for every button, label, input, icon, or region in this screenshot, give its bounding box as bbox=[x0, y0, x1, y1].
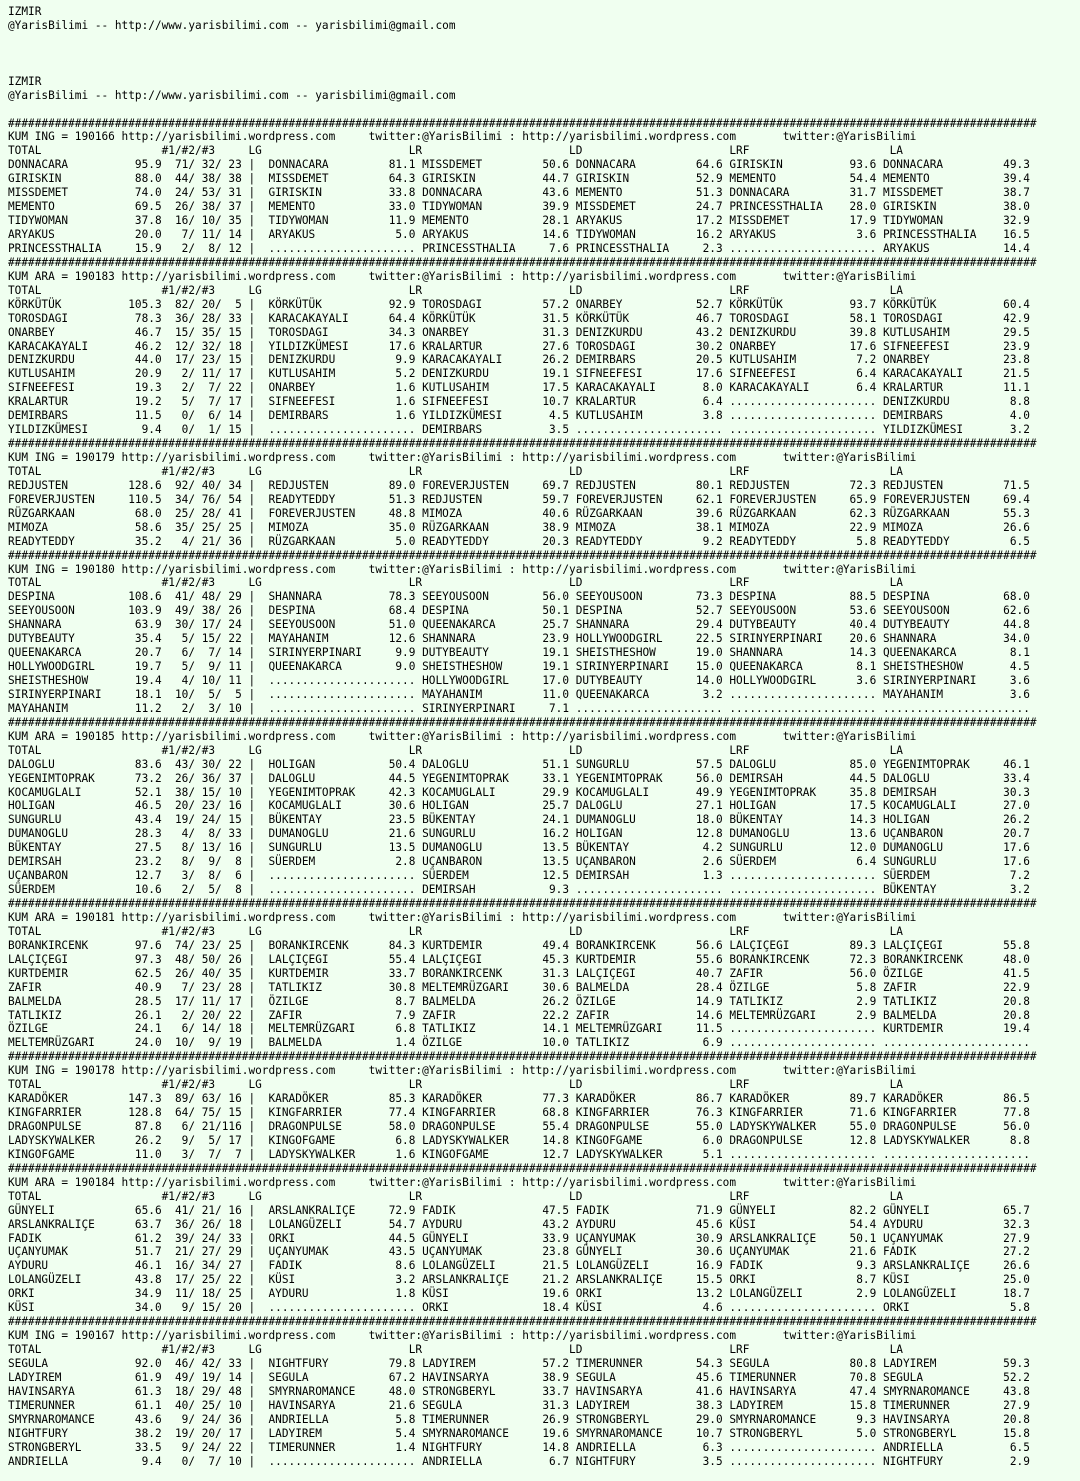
separator-line: ########################################################################################################################################################## bbox=[8, 1161, 1037, 1175]
horse-row-line: KÜSI 34.0 9/ 15/ 20 | ...................... ORKI 18.4 KÜSI 4.6 ...................... ORKI 5.8 bbox=[8, 1301, 1030, 1315]
horse-row-line: TOROSDAGI 78.3 36/ 28/ 33 | KARACAKAYALI 64.4 KÖRKÜTÜK 31.5 KÖRKÜTÜK 46.7 TOROSDAGI 58.1 TOROSDAGI 42.9 bbox=[8, 311, 1030, 325]
separator-line: ########################################################################################################################################################## bbox=[8, 548, 1037, 562]
horse-row-line: MELTEMRÜZGARI 24.0 10/ 9/ 19 | BALMELDA 1.4 ÖZILGE 10.0 TATLIKIZ 6.9 ...................... ...................... bbox=[8, 1036, 1030, 1050]
horse-row-line: SHANNARA 63.9 30/ 17/ 24 | SEEYOUSOON 51.0 QUEENAKARCA 25.7 SHANNARA 29.4 DUTYBEAUTY 40.4 DUTYBEAUTY 44.8 bbox=[8, 618, 1030, 632]
text-line: @YarisBilimi -- http://www.yarisbilimi.com -- yarisbilimi@gmail.com bbox=[8, 88, 456, 102]
horse-row-line: MEMENTO 69.5 26/ 38/ 37 | MEMENTO 33.0 TIDYWOMAN 39.9 MISSDEMET 24.7 PRINCESSTHALIA 28.0 GIRISKIN 38.0 bbox=[8, 200, 1030, 214]
race-header-line: KUM ARA = 190185 http://yarisbilimi.wordpress.com twitter:@YarisBilimi : http://yarisbilimi.wordpress.com twitter:@YarisBilimi bbox=[8, 729, 917, 743]
horse-row-line: TIMERUNNER 61.1 40/ 25/ 10 | HAVINSARYA 21.6 SEGULA 31.3 LADYIREM 38.3 LADYIREM 15.8 TIMERUNNER 27.9 bbox=[8, 1398, 1030, 1412]
horse-row-line: QUEENAKARCA 20.7 6/ 7/ 14 | SIRINYERPINARI 9.9 DUTYBEAUTY 19.1 SHEISTHESHOW 19.0 SHANNARA 14.3 QUEENAKARCA 8.1 bbox=[8, 646, 1030, 660]
horse-row-line: ORKI 34.9 11/ 18/ 25 | AYDURU 1.8 KÜSI 19.6 ORKI 13.2 LOLANGÜZELI 2.9 LOLANGÜZELI 18.7 bbox=[8, 1287, 1030, 1301]
column-header-line: TOTAL #1/#2/#3 LG LR LD LRF LA bbox=[8, 1343, 903, 1356]
horse-row-line: FADIK 61.2 39/ 24/ 33 | ORKI 44.5 GÜNYELI 33.9 UÇANYUMAK 30.9 ARSLANKRALIÇE 50.1 UÇANYUMAK 27.9 bbox=[8, 1231, 1030, 1245]
horse-row-line: TATLIKIZ 26.1 2/ 20/ 22 | ZAFIR 7.9 ZAFIR 22.2 ZAFIR 14.6 MELTEMRÜZGARI 2.9 BALMELDA 20.8 bbox=[8, 1008, 1030, 1022]
horse-row-line: DEMIRSAH 23.2 8/ 9/ 8 | SÜERDEM 2.8 UÇANBARON 13.5 UÇANBARON 2.6 SÜERDEM 6.4 SUNGURLU 17.6 bbox=[8, 855, 1030, 869]
separator-line: ########################################################################################################################################################## bbox=[8, 116, 1037, 130]
horse-row-line: YILDIZKÜMESI 9.4 0/ 1/ 15 | ...................... DEMIRBARS 3.5 ...................... ...................... YILDIZKÜMESI 3.2 bbox=[8, 423, 1030, 437]
horse-row-line: KOCAMUGLALI 52.1 38/ 15/ 10 | YEGENIMTOPRAK 42.3 KOCAMUGLALI 29.9 KOCAMUGLALI 49.9 YEGENIMTOPRAK 35.8 DEMIRSAH 30.3 bbox=[8, 785, 1030, 799]
race-header-line: KUM ING = 190180 http://yarisbilimi.wordpress.com twitter:@YarisBilimi : http://yarisbilimi.wordpress.com twitter:@YarisBilimi bbox=[8, 562, 917, 576]
horse-row-line: AYDURU 46.1 16/ 34/ 27 | FADIK 8.6 LOLANGÜZELI 21.5 LOLANGÜZELI 16.9 FADIK 9.3 ARSLANKRALIÇE 26.6 bbox=[8, 1259, 1030, 1273]
column-header-line: TOTAL #1/#2/#3 LG LR LD LRF LA bbox=[8, 576, 903, 590]
separator-line: ########################################################################################################################################################## bbox=[8, 715, 1037, 729]
horse-row-line: LALÇIÇEGI 97.3 48/ 50/ 26 | LALÇIÇEGI 55.4 LALÇIÇEGI 45.3 KURTDEMIR 55.6 BORANKIRCENK 72.3 BORANKIRCENK 48.0 bbox=[8, 952, 1030, 966]
column-header-line: TOTAL #1/#2/#3 LG LR LD LRF LA bbox=[8, 1189, 903, 1203]
horse-row-line: DALOGLU 83.6 43/ 30/ 22 | HOLIGAN 50.4 DALOGLU 51.1 SUNGURLU 57.5 DALOGLU 85.0 YEGENIMTOPRAK 46.1 bbox=[8, 757, 1030, 771]
race-header-line: KUM ARA = 190184 http://yarisbilimi.wordpress.com twitter:@YarisBilimi : http://yarisbilimi.wordpress.com twitter:@YarisBilimi bbox=[8, 1175, 917, 1189]
separator-line: ########################################################################################################################################################## bbox=[8, 1050, 1037, 1064]
horse-row-line: LADYSKYWALKER 26.2 9/ 5/ 17 | KINGOFGAME 6.8 LADYSKYWALKER 14.8 KINGOFGAME 6.0 DRAGONPULSE 12.8 LADYSKYWALKER 8.8 bbox=[8, 1133, 1030, 1147]
horse-row-line: UÇANBARON 12.7 3/ 8/ 6 | ...................... SÜERDEM 12.5 DEMIRSAH 1.3 ...................... SÜERDEM 7.2 bbox=[8, 869, 1030, 883]
column-header-line: TOTAL #1/#2/#3 LG LR LD LRF LA bbox=[8, 743, 903, 757]
horse-row-line: KARACAKAYALI 46.2 12/ 32/ 18 | YILDIZKÜMESI 17.6 KRALARTUR 27.6 TOROSDAGI 30.2 ONARBEY 17.6 SIFNEEFESI 23.9 bbox=[8, 339, 1030, 353]
horse-row-line: HAVINSARYA 61.3 18/ 29/ 48 | SMYRNAROMANCE 48.0 STRONGBERYL 33.7 HAVINSARYA 41.6 HAVINSARYA 47.4 SMYRNAROMANCE 43.8 bbox=[8, 1384, 1030, 1398]
column-header-line: TOTAL #1/#2/#3 LG LR LD LRF LA bbox=[8, 144, 903, 158]
horse-row-line: SÜERDEM 10.6 2/ 5/ 8 | ...................... DEMIRSAH 9.3 ...................... ...................... BÜKENTAY 3.2 bbox=[8, 883, 1030, 897]
horse-row-line: FOREVERJUSTEN 110.5 34/ 76/ 54 | READYTEDDY 51.3 REDJUSTEN 59.7 FOREVERJUSTEN 62.1 FOREVERJUSTEN 65.9 FOREVERJUSTEN 69.4 bbox=[8, 492, 1030, 506]
race-header-line: KUM ING = 190179 http://yarisbilimi.wordpress.com twitter:@YarisBilimi : http://yarisbilimi.wordpress.com twitter:@YarisBilimi bbox=[8, 451, 917, 464]
separator-line: ########################################################################################################################################################## bbox=[8, 1315, 1037, 1329]
horse-row-line: KÖRKÜTÜK 105.3 82/ 20/ 5 | KÖRKÜTÜK 92.9 TOROSDAGI 57.2 ONARBEY 52.7 KÖRKÜTÜK 93.7 KÖRKÜTÜK 60.4 bbox=[8, 297, 1030, 311]
text-line: @YarisBilimi -- http://www.yarisbilimi.com -- yarisbilimi@gmail.com bbox=[8, 18, 456, 32]
horse-row-line: GIRISKIN 88.0 44/ 38/ 38 | MISSDEMET 64.3 GIRISKIN 44.7 GIRISKIN 52.9 MEMENTO 54.4 MEMENTO 39.4 bbox=[8, 172, 1030, 186]
horse-row-line: SIFNEEFESI 19.3 2/ 7/ 22 | ONARBEY 1.6 KUTLUSAHIM 17.5 KARACAKAYALI 8.0 KARACAKAYALI 6.4 KRALARTUR 11.1 bbox=[8, 381, 1030, 395]
horse-row-line: MIMOZA 58.6 35/ 25/ 25 | MIMOZA 35.0 RÜZGARKAAN 38.9 MIMOZA 38.1 MIMOZA 22.9 MIMOZA 26.6 bbox=[8, 520, 1030, 534]
text-line: IZMIR bbox=[8, 5, 42, 18]
horse-row-line: DRAGONPULSE 87.8 6/ 21/116 | DRAGONPULSE 58.0 DRAGONPULSE 55.4 DRAGONPULSE 55.0 LADYSKYWALKER 55.0 DRAGONPULSE 56.0 bbox=[8, 1120, 1030, 1133]
horse-row-line: NIGHTFURY 38.2 19/ 20/ 17 | LADYIREM 5.4 SMYRNAROMANCE 19.6 SMYRNAROMANCE 10.7 STRONGBERYL 5.0 STRONGBERYL 15.8 bbox=[8, 1426, 1030, 1440]
race-header-line: KUM ING = 190167 http://yarisbilimi.wordpress.com twitter:@YarisBilimi : http://yarisbilimi.wordpress.com twitter:@YarisBilimi bbox=[8, 1329, 917, 1343]
horse-row-line: ÖZILGE 24.1 6/ 14/ 18 | MELTEMRÜZGARI 6.8 TATLIKIZ 14.1 MELTEMRÜZGARI 11.5 ...................... KURTDEMIR 19.4 bbox=[8, 1022, 1030, 1036]
blank-line bbox=[8, 33, 1080, 47]
horse-row-line: STRONGBERYL 33.5 9/ 24/ 22 | TIMERUNNER 1.4 NIGHTFURY 14.8 ANDRIELLA 6.3 ...................... ANDRIELLA 6.5 bbox=[8, 1440, 1030, 1454]
horse-row-line: ARYAKUS 20.0 7/ 11/ 14 | ARYAKUS 5.0 ARYAKUS 14.6 TIDYWOMAN 16.2 ARYAKUS 3.6 PRINCESSTHALIA 16.5 bbox=[8, 228, 1030, 241]
horse-row-line: LOLANGÜZELI 43.8 17/ 25/ 22 | KÜSI 3.2 ARSLANKRALIÇE 21.2 ARSLANKRALIÇE 15.5 ORKI 8.7 KÜSI 25.0 bbox=[8, 1273, 1030, 1287]
horse-row-line: DUMANOGLU 28.3 4/ 8/ 33 | DUMANOGLU 21.6 SUNGURLU 16.2 HOLIGAN 12.8 DUMANOGLU 13.6 UÇANBARON 20.7 bbox=[8, 827, 1030, 841]
horse-row-line: BÜKENTAY 27.5 8/ 13/ 16 | SUNGURLU 13.5 DUMANOGLU 13.5 BÜKENTAY 4.2 SUNGURLU 12.0 DUMANOGLU 17.6 bbox=[8, 841, 1030, 855]
horse-row-line: READYTEDDY 35.2 4/ 21/ 36 | RÜZGARKAAN 5.0 READYTEDDY 20.3 READYTEDDY 9.2 READYTEDDY 5.8 READYTEDDY 6.5 bbox=[8, 534, 1030, 548]
horse-row-line: ANDRIELLA 9.4 0/ 7/ 10 | ...................... ANDRIELLA 6.7 NIGHTFURY 3.5 ...................... NIGHTFURY 2.9 bbox=[8, 1454, 1030, 1468]
horse-row-line: BALMELDA 28.5 17/ 11/ 17 | ÖZILGE 8.7 BALMELDA 26.2 ÖZILGE 14.9 TATLIKIZ 2.9 TATLIKIZ 20.8 bbox=[8, 994, 1030, 1008]
horse-row-line: KINGFARRIER 128.8 64/ 75/ 15 | KINGFARRIER 77.4 KINGFARRIER 68.8 KINGFARRIER 76.3 KINGFARRIER 71.6 KINGFARRIER 77.8 bbox=[8, 1106, 1030, 1120]
horse-row-line: SEEYOUSOON 103.9 49/ 38/ 26 | DESPINA 68.4 DESPINA 50.1 DESPINA 52.7 SEEYOUSOON 53.6 SEEYOUSOON 62.6 bbox=[8, 604, 1030, 618]
horse-row-line: KINGOFGAME 11.0 3/ 7/ 7 | LADYSKYWALKER 1.6 KINGOFGAME 12.7 LADYSKYWALKER 5.1 ...................... ...................... bbox=[8, 1147, 1030, 1161]
column-header-line: TOTAL #1/#2/#3 LG LR LD LRF LA bbox=[8, 1078, 903, 1092]
horse-row-line: DEMIRBARS 11.5 0/ 6/ 14 | DEMIRBARS 1.6 YILDIZKÜMESI 4.5 KUTLUSAHIM 3.8 ...................... DEMIRBARS 4.0 bbox=[8, 409, 1030, 423]
horse-row-line: DENIZKURDU 44.0 17/ 23/ 15 | DENIZKURDU 9.9 KARACAKAYALI 26.2 DEMIRBARS 20.5 KUTLUSAHIM 7.2 ONARBEY 23.8 bbox=[8, 353, 1030, 367]
separator-line: ########################################################################################################################################################## bbox=[8, 255, 1037, 269]
column-header-line: TOTAL #1/#2/#3 LG LR LD LRF LA bbox=[8, 283, 903, 297]
horse-row-line: SIRINYERPINARI 18.1 10/ 5/ 5 | ...................... MAYAHANIM 11.0 QUEENAKARCA 3.2 ...................... MAYAHANIM 3.6 bbox=[8, 687, 1030, 701]
horse-row-line: SMYRNAROMANCE 43.6 9/ 24/ 36 | ANDRIELLA 5.8 TIMERUNNER 26.9 STRONGBERYL 29.0 SMYRNAROMANCE 9.3 HAVINSARYA 20.8 bbox=[8, 1412, 1030, 1426]
horse-row-line: DUTYBEAUTY 35.4 5/ 15/ 22 | MAYAHANIM 12.6 SHANNARA 23.9 HOLLYWOODGIRL 22.5 SIRINYERPINARI 20.6 SHANNARA 34.0 bbox=[8, 632, 1030, 646]
separator-line: ########################################################################################################################################################## bbox=[8, 897, 1037, 910]
horse-row-line: LADYIREM 61.9 49/ 19/ 14 | SEGULA 67.2 HAVINSARYA 38.9 SEGULA 45.6 TIMERUNNER 70.8 SEGULA 52.2 bbox=[8, 1370, 1030, 1384]
race-header-line: KUM ING = 190178 http://yarisbilimi.wordpress.com twitter:@YarisBilimi : http://yarisbilimi.wordpress.com twitter:@YarisBilimi bbox=[8, 1064, 917, 1078]
horse-row-line: ARSLANKRALIÇE 63.7 36/ 26/ 18 | LOLANGÜZELI 54.7 AYDURU 43.2 AYDURU 45.6 KÜSI 54.4 AYDURU 32.3 bbox=[8, 1217, 1030, 1231]
horse-row-line: TIDYWOMAN 37.8 16/ 10/ 35 | TIDYWOMAN 11.9 MEMENTO 28.1 ARYAKUS 17.2 MISSDEMET 17.9 TIDYWOMAN 32.9 bbox=[8, 214, 1030, 228]
horse-row-line: HOLIGAN 46.5 20/ 23/ 16 | KOCAMUGLALI 30.6 HOLIGAN 25.7 DALOGLU 27.1 HOLIGAN 17.5 KOCAMUGLALI 27.0 bbox=[8, 799, 1030, 813]
horse-row-line: UÇANYUMAK 51.7 21/ 27/ 29 | UÇANYUMAK 43.5 UÇANYUMAK 23.8 GÜNYELI 30.6 UÇANYUMAK 21.6 FADIK 27.2 bbox=[8, 1245, 1030, 1259]
horse-row-line: BORANKIRCENK 97.6 74/ 23/ 25 | BORANKIRCENK 84.3 KURTDEMIR 49.4 BORANKIRCENK 56.6 LALÇIÇEGI 89.3 LALÇIÇEGI 55.8 bbox=[8, 938, 1030, 952]
horse-row-line: GÜNYELI 65.6 41/ 21/ 16 | ARSLANKRALIÇE 72.9 FADIK 47.5 FADIK 71.9 GÜNYELI 82.2 GÜNYELI 65.7 bbox=[8, 1203, 1030, 1217]
race-header-line: KUM ARA = 190181 http://yarisbilimi.wordpress.com twitter:@YarisBilimi : http://yarisbilimi.wordpress.com twitter:@YarisBilimi bbox=[8, 910, 917, 924]
horse-row-line: KUTLUSAHIM 20.9 2/ 11/ 17 | KUTLUSAHIM 5.2 DENIZKURDU 19.1 SIFNEEFESI 17.6 SIFNEEFESI 6.4 KARACAKAYALI 21.5 bbox=[8, 367, 1030, 381]
column-header-line: TOTAL #1/#2/#3 LG LR LD LRF LA bbox=[8, 464, 903, 478]
column-header-line: TOTAL #1/#2/#3 LG LR LD LRF LA bbox=[8, 924, 903, 938]
horse-row-line: YEGENIMTOPRAK 73.2 26/ 36/ 37 | DALOGLU 44.5 YEGENIMTOPRAK 33.1 YEGENIMTOPRAK 56.0 DEMIRSAH 44.5 DALOGLU 33.4 bbox=[8, 771, 1030, 785]
horse-row-line: SHEISTHESHOW 19.4 4/ 10/ 11 | ...................... HOLLYWOODGIRL 17.0 DUTYBEAUTY 14.0 HOLLYWOODGIRL 3.6 SIRINYERPINARI 3.6 bbox=[8, 674, 1030, 687]
horse-row-line: ZAFIR 40.9 7/ 23/ 28 | TATLIKIZ 30.8 MELTEMRÜZGARI 30.6 BALMELDA 28.4 ÖZILGE 5.8 ZAFIR 22.9 bbox=[8, 980, 1030, 994]
horse-row-line: RÜZGARKAAN 68.0 25/ 28/ 41 | FOREVERJUSTEN 48.8 MIMOZA 40.6 RÜZGARKAAN 39.6 RÜZGARKAAN 62.3 RÜZGARKAAN 55.3 bbox=[8, 506, 1030, 520]
race-header-line: KUM ING = 190166 http://yarisbilimi.wordpress.com twitter:@YarisBilimi : http://yarisbilimi.wordpress.com twitter:@YarisBilimi bbox=[8, 130, 917, 144]
text-line: IZMIR bbox=[8, 74, 42, 88]
horse-row-line: KRALARTUR 19.2 5/ 7/ 17 | SIFNEEFESI 1.6 SIFNEEFESI 10.7 KRALARTUR 6.4 ...................... DENIZKURDU 8.8 bbox=[8, 395, 1030, 409]
horse-row-line: DONNACARA 95.9 71/ 32/ 23 | DONNACARA 81.1 MISSDEMET 50.6 DONNACARA 64.6 GIRISKIN 93.6 DONNACARA 49.3 bbox=[8, 158, 1030, 172]
horse-row-line: MAYAHANIM 11.2 2/ 3/ 10 | ...................... SIRINYERPINARI 7.1 ...................... ...................... ...................... bbox=[8, 701, 1030, 715]
race-header-line: KUM ARA = 190183 http://yarisbilimi.wordpress.com twitter:@YarisBilimi : http://yarisbilimi.wordpress.com twitter:@YarisBilimi bbox=[8, 269, 917, 283]
horse-row-line: PRINCESSTHALIA 15.9 2/ 8/ 12 | ...................... PRINCESSTHALIA 7.6 PRINCESSTHALIA 2.3 ...................... ARYAKUS 14.4 bbox=[8, 241, 1030, 255]
horse-row-line: HOLLYWOODGIRL 19.7 5/ 9/ 11 | QUEENAKARCA 9.0 SHEISTHESHOW 19.1 SIRINYERPINARI 15.0 QUEENAKARCA 8.1 SHEISTHESHOW 4.5 bbox=[8, 660, 1030, 674]
horse-row-line: DESPINA 108.6 41/ 48/ 29 | SHANNARA 78.3 SEEYOUSOON 56.0 SEEYOUSOON 73.3 DESPINA 88.5 DESPINA 68.0 bbox=[8, 590, 1030, 604]
blank-line bbox=[8, 103, 1080, 117]
blank-line bbox=[8, 61, 1080, 75]
horse-row-line: REDJUSTEN 128.6 92/ 40/ 34 | REDJUSTEN 89.0 FOREVERJUSTEN 69.7 REDJUSTEN 80.1 REDJUSTEN 72.3 REDJUSTEN 71.5 bbox=[8, 478, 1030, 492]
separator-line: ########################################################################################################################################################## bbox=[8, 437, 1037, 451]
horse-row-line: SUNGURLU 43.4 19/ 24/ 15 | BÜKENTAY 23.5 BÜKENTAY 24.1 DUMANOGLU 18.0 BÜKENTAY 14.3 HOLIGAN 26.2 bbox=[8, 813, 1030, 827]
horse-row-line: KARADÖKER 147.3 89/ 63/ 16 | KARADÖKER 85.3 KARADÖKER 77.3 KARADÖKER 86.7 KARADÖKER 89.7 KARADÖKER 86.5 bbox=[8, 1092, 1030, 1106]
blank-line bbox=[8, 47, 1080, 61]
horse-row-line: ONARBEY 46.7 15/ 35/ 15 | TOROSDAGI 34.3 ONARBEY 31.3 DENIZKURDU 43.2 DENIZKURDU 39.8 KUTLUSAHIM 29.5 bbox=[8, 325, 1030, 339]
horse-row-line: KURTDEMIR 62.5 26/ 40/ 35 | KURTDEMIR 33.7 BORANKIRCENK 31.3 LALÇIÇEGI 40.7 ZAFIR 56.0 ÖZILGE 41.5 bbox=[8, 966, 1030, 980]
horse-row-line: MISSDEMET 74.0 24/ 53/ 31 | GIRISKIN 33.8 DONNACARA 43.6 MEMENTO 51.3 DONNACARA 31.7 MISSDEMET 38.7 bbox=[8, 186, 1030, 200]
horse-row-line: SEGULA 92.0 46/ 42/ 33 | NIGHTFURY 79.8 LADYIREM 57.2 TIMERUNNER 54.3 SEGULA 80.8 LADYIREM 59.3 bbox=[8, 1356, 1030, 1370]
